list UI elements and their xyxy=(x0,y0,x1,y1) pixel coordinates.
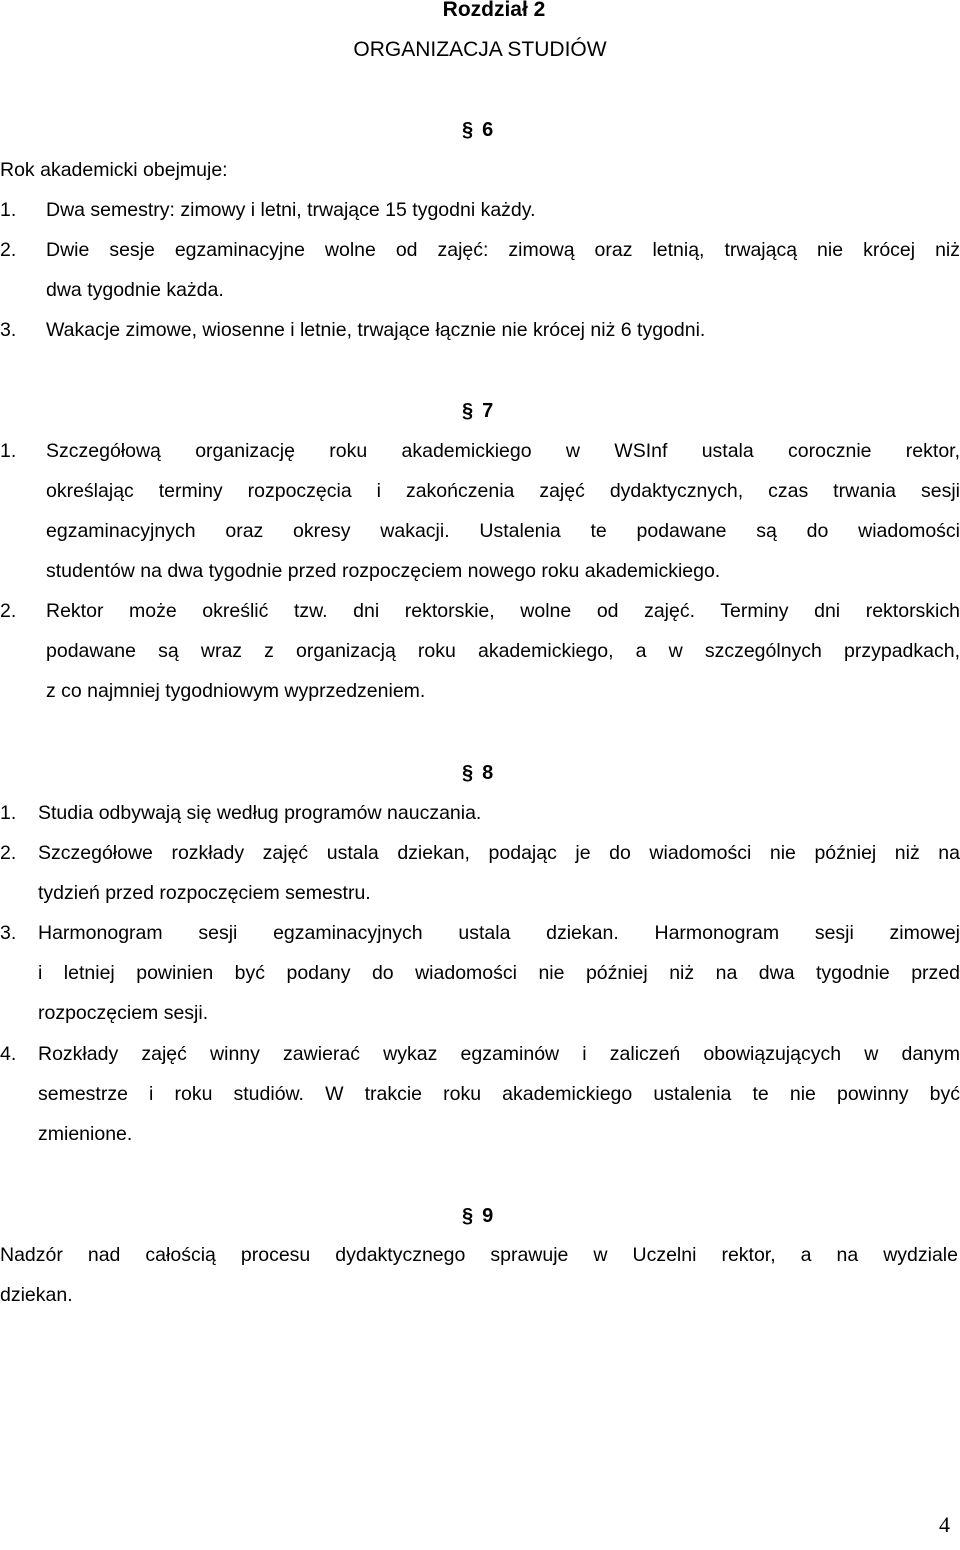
text-line: podawane są wraz z organizacją roku akademickiego, a w szczególnych przypadkach, xyxy=(46,640,960,662)
list-item-text xyxy=(46,591,960,711)
section-number: 7 xyxy=(482,400,494,422)
list-item-number: 4. xyxy=(0,1043,17,1065)
text-line: i letniej powinien być podany do wiadomości nie później niż na dwa tygodnie przed xyxy=(38,962,960,984)
page-number: 4 xyxy=(939,1512,950,1537)
text-line: Rektor może określić tzw. dni rektorskie, wolne od zajęć. Terminy dni rektorskich xyxy=(46,600,960,622)
list-item-number: 3. xyxy=(0,922,17,944)
chapter-title: ORGANIZACJA STUDIÓW xyxy=(353,38,607,61)
section-7-heading xyxy=(462,399,493,423)
text-line: Szczegółową organizację roku akademickiego w WSInf ustala corocznie rektor, xyxy=(46,440,960,462)
text-line: Harmonogram sesji egzaminacyjnych ustala dziekan. Harmonogram sesji zimowej xyxy=(38,922,960,944)
list-item-text xyxy=(46,190,960,230)
section-number: 9 xyxy=(482,1205,494,1227)
list-item-number: 1. xyxy=(0,199,17,221)
text-line: określając terminy rozpoczęcia i zakończenia zajęć dydaktycznych, czas trwania sesji xyxy=(46,480,960,502)
paragraph-text xyxy=(0,1235,958,1315)
list-item-number: 2. xyxy=(0,842,17,864)
list-item-number: 2. xyxy=(0,239,17,261)
text-line: Rozkłady zajęć winny zawierać wykaz egzaminów i zaliczeń obowiązujących w danym xyxy=(38,1043,960,1065)
section-symbol: § xyxy=(462,119,474,141)
text-line: Dwie sesje egzaminacyjne wolne od zajęć: zimową oraz letnią, trwającą nie krócej niż xyxy=(46,239,960,261)
section-9-heading xyxy=(462,1204,493,1228)
list-item-number: 1. xyxy=(0,440,17,462)
text-line: semestrze i roku studiów. W trakcie roku akademickiego ustalenia te nie powinny być xyxy=(38,1083,960,1105)
text-line: dziekan. xyxy=(0,1284,73,1306)
list-item-number: 3. xyxy=(0,319,17,341)
text-line: tydzień przed rozpoczęciem semestru. xyxy=(38,882,371,904)
list-item-number: 1. xyxy=(0,802,17,824)
text-line: Dwa semestry: zimowy i letni, trwające 15 tygodni każdy. xyxy=(46,199,536,221)
text-line: rozpoczęciem sesji. xyxy=(38,1002,209,1024)
text-line: Studia odbywają się według programów nauczania. xyxy=(38,802,482,824)
section-number: 8 xyxy=(482,762,494,784)
text-line: Nadzór nad całością procesu dydaktycznego sprawuje w Uczelni rektor, a na wydziale xyxy=(0,1244,958,1266)
text-line: egzaminacyjnych oraz okresy wakacji. Ustalenia te podawane są do wiadomości xyxy=(46,520,960,542)
list-item-text xyxy=(46,230,960,310)
list-item-number: 2. xyxy=(0,600,17,622)
text-line: zmienione. xyxy=(38,1123,133,1145)
section-8-heading xyxy=(462,761,493,785)
list-item-text xyxy=(46,310,960,350)
section-symbol: § xyxy=(462,1205,474,1227)
section-6-intro: Rok akademicki obejmuje: xyxy=(0,159,228,181)
text-line: dwa tygodnie każda. xyxy=(46,279,224,301)
chapter-heading: Rozdział 2 xyxy=(442,0,546,21)
text-line: Szczegółowe rozkłady zajęć ustala dziekan, podając je do wiadomości nie później niż na xyxy=(38,842,960,864)
text-line: studentów na dwa tygodnie przed rozpoczęciem nowego roku akademickiego. xyxy=(46,560,721,582)
list-item-text xyxy=(38,913,960,1033)
list-item-text xyxy=(46,431,960,591)
list-item-text xyxy=(38,833,960,913)
text-line: z co najmniej tygodniowym wyprzedzeniem. xyxy=(46,680,426,702)
list-item-text xyxy=(38,793,960,833)
section-number: 6 xyxy=(482,119,494,141)
list-item-text xyxy=(38,1034,960,1154)
section-6-heading xyxy=(462,118,493,142)
text-line: Wakacje zimowe, wiosenne i letnie, trwające łącznie nie krócej niż 6 tygodni. xyxy=(46,319,706,341)
section-symbol: § xyxy=(462,400,474,422)
section-symbol: § xyxy=(462,762,474,784)
